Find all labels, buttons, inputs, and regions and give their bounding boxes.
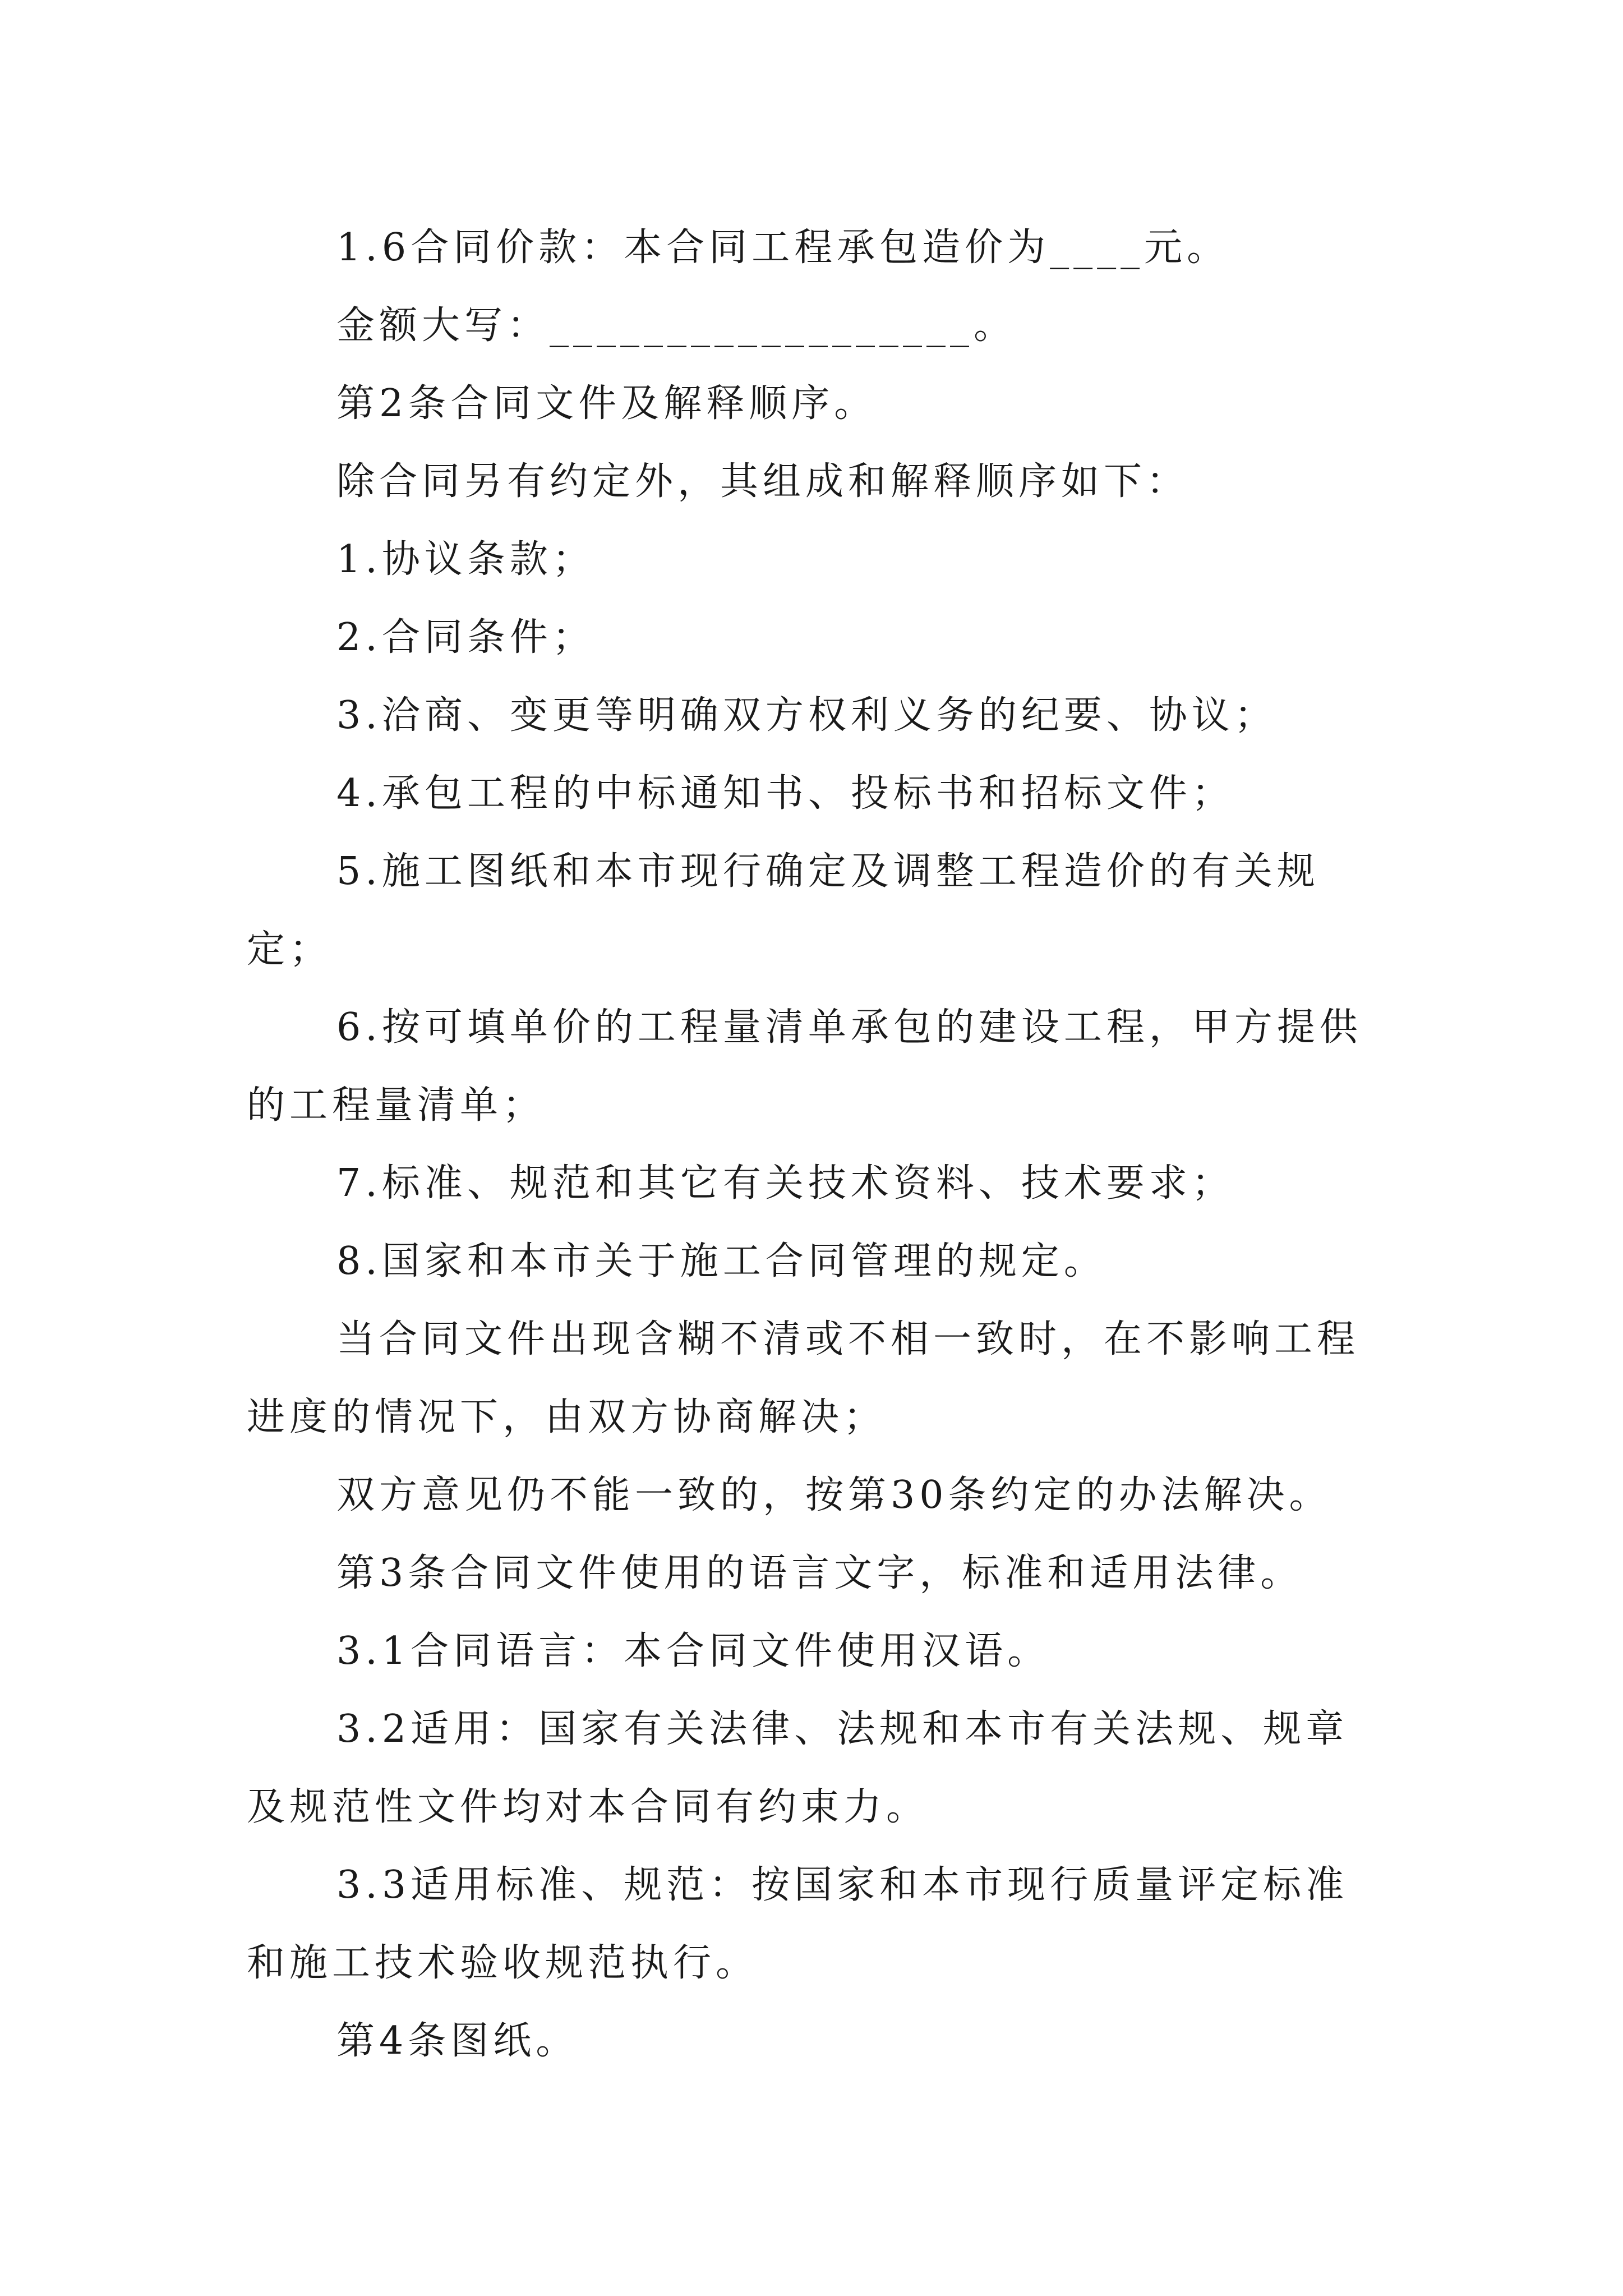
paragraph-order-intro: 除合同另有约定外，其组成和解释顺序如下：	[336, 459, 1189, 504]
paragraph-article-2-heading: 第2条合同文件及解释顺序。	[336, 381, 877, 426]
paragraph-article-4-heading: 第4条图纸。	[336, 2019, 579, 2063]
list-item-7: 7.标准、规范和其它有关技术资料、技术要求；	[336, 1161, 1234, 1205]
paragraph-3-2: 3.2适用：国家有关法律、法规和本市有关法规、规章及规范性文件均对本合同有约束力。	[247, 1707, 1349, 1829]
list-item-2: 2.合同条件；	[336, 615, 595, 660]
paragraph-ambiguity: 当合同文件出现含糊不清或不相一致时，在不影响工程进度的情况下，由双方协商解决；	[247, 1317, 1360, 1439]
paragraph-amount-in-words: 金额大写：__________________。	[336, 303, 1017, 348]
list-item-4: 4.承包工程的中标通知书、投标书和招标文件；	[336, 771, 1234, 816]
paragraph-contract-price: 1.6合同价款：本合同工程承包造价为____元。	[336, 226, 1230, 270]
list-item-5: 5.施工图纸和本市现行确定及调整工程造价的有关规定；	[247, 849, 1320, 972]
paragraph-article-3-heading: 第3条合同文件使用的语言文字，标准和适用法律。	[336, 1551, 1303, 1595]
paragraph-3-3: 3.3适用标准、规范：按国家和本市现行质量评定标准和施工技术验收规范执行。	[247, 1863, 1349, 1985]
list-item-1: 1.协议条款；	[336, 537, 595, 582]
paragraph-dispute: 双方意见仍不能一致的，按第30条约定的办法解决。	[336, 1473, 1332, 1517]
paragraph-3-1: 3.1合同语言：本合同文件使用汉语。	[336, 1629, 1050, 1673]
document-body	[247, 209, 1385, 2080]
list-item-6: 6.按可填单价的工程量清单承包的建设工程，甲方提供的工程量清单；	[247, 1005, 1362, 1128]
list-item-8: 8.国家和本市关于施工合同管理的规定。	[336, 1239, 1106, 1283]
list-item-3: 3.洽商、变更等明确双方权利义务的纪要、协议；	[336, 693, 1277, 738]
